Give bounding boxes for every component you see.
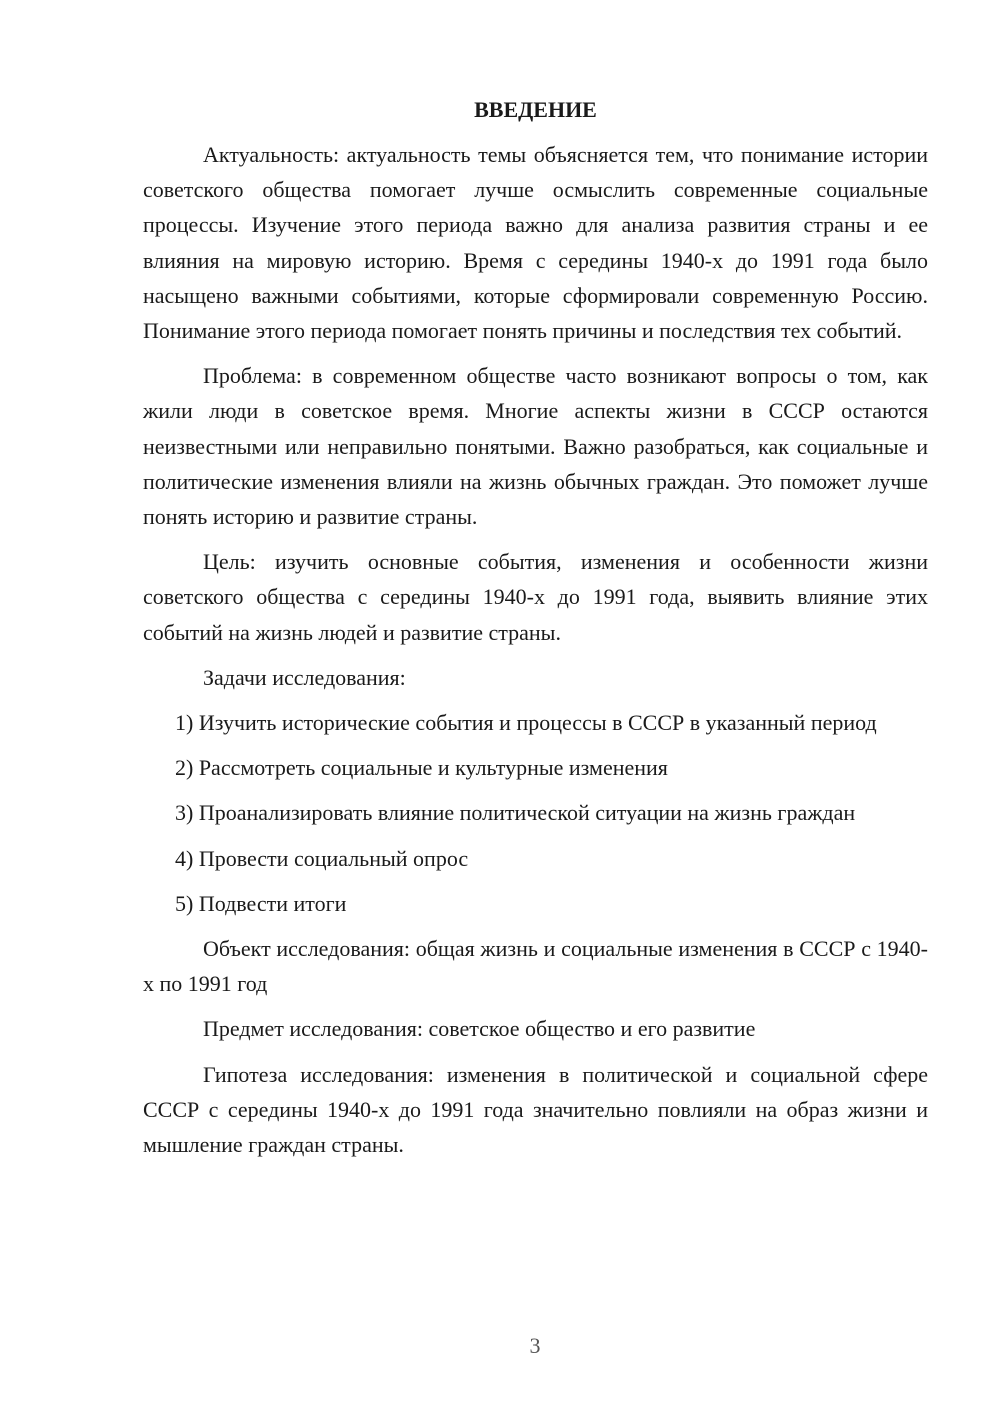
task-item-5: 5) Подвести итоги	[175, 890, 347, 916]
hypothesis-paragraph: Гипотеза исследования: изменения в политической и социальной сфере СССР с середины 1940-х до 1991 года значительно повлияли на образ жизни и мышление граждан страны.	[143, 1061, 928, 1158]
task-item-1: 1) Изучить исторические события и процессы в СССР в указанный период	[175, 710, 877, 736]
goal-paragraph: Цель: изучить основные события, изменения и особенности жизни советского общества с середины 1940-х до 1991 года, выявить влияние этих событий на жизнь людей и развитие страны.	[143, 549, 928, 645]
subject-paragraph: Предмет исследования: советское общество и его развитие	[203, 1016, 756, 1042]
task-item-3: 3) Проанализировать влияние политической ситуации на жизнь граждан	[175, 800, 856, 826]
relevance-paragraph: Актуальность: актуальность темы объясняется тем, что понимание истории советского общества помогает лучше осмыслить современные социальные процессы. Изучение этого периода важно для анализа развития страны и ее влияния на мировую историю. Время с середины 1940-х до 1991 года было насыщено важными событиями, которые сформировали современную Россию. Понимание этого периода помогает понять причины и последствия тех событий.	[143, 142, 928, 344]
task-item-2: 2) Рассмотреть социальные и культурные изменения	[175, 755, 668, 781]
problem-paragraph: Проблема: в современном обществе часто возникают вопросы о том, как жили люди в советское время. Многие аспекты жизни в СССР остаются неизвестными или неправильно понятыми. Важно разобраться, как социальные и политические изменения влияли на жизнь обычных граждан. Это поможет лучше понять историю и развитие страны.	[143, 363, 928, 530]
object-paragraph: Объект исследования: общая жизнь и социальные изменения в СССР с 1940-х по 1991 год	[143, 936, 928, 997]
page-number: 3	[529, 1333, 541, 1358]
tasks-heading: Задачи исследования:	[203, 664, 406, 690]
document-page	[143, 96, 928, 1172]
section-title: ВВЕДЕНИЕ	[474, 97, 597, 122]
task-item-4: 4) Провести социальный опрос	[175, 845, 469, 871]
